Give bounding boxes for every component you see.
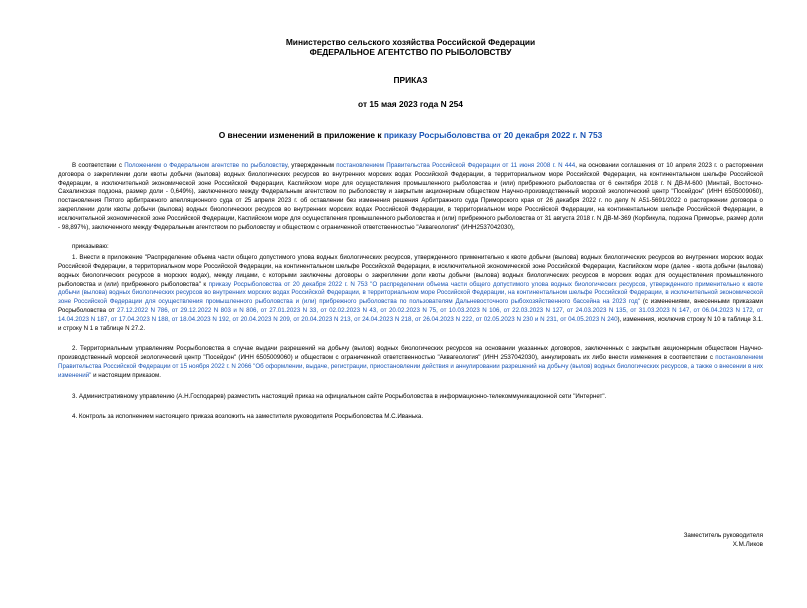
- preamble-paragraph: [58, 162, 763, 232]
- item2-text-2: и настоящим приказом.: [91, 371, 161, 379]
- subject-order-link[interactable]: приказу Росрыболовства от 20 декабря 2022 г. N 753: [383, 130, 603, 140]
- order-753-link[interactable]: приказу Росрыболовства от 20 декабря 2022 г. N 753 "О распределении объема части общего допустимого улова водных биологических ресурсов, утвержденного применительно к квоте добычи (вылова) водных биологических ресурсов во внутренних морских водах Российской Федерации, в территориальном море Российской Федерации, на континентальном шельфе Российской Федерации, в исключительной экономической зоне Российской Федерации для осуществления промышленного рыболовства и (или) прибрежного рыболовства по пользователям Дальневосточного рыбохозяйственного бассейна на 2023 год": [58, 280, 763, 306]
- item1-text-1: 1. Внести в приложение "Распределение объема части общего допустимого улова водных биологических ресурсов, утвержденного применительно к квоте добычи (вылова) водных биологических ресурсов во внутренних морских водах Российской Федерации, в территориальном море Российской Федерации, на континентальном шельфе Российской Федерации, в исключительной экономической зоне Российской Федерации, Каспийском море (далее - квота добычи (вылова) водных биологических ресурсов в морских водах), между лицами, с которыми заключены договоры о закреплении доли квоты добычи (вылова) водных биологических ресурсов в морских водах для осуществления промышленного рыболовства и (или) прибрежного рыболовства" к: [58, 254, 763, 288]
- document-subject: [58, 130, 763, 140]
- order-item-4: 4. Контроль за исполнением настоящего приказа возложить на заместителя руководителя Росрыболовства М.С.Иванька.: [72, 413, 424, 421]
- document-page: [0, 37, 807, 608]
- government-decree-link[interactable]: постановлением Правительства Российской Федерации от 11 июня 2008 г. N 444: [336, 162, 576, 169]
- item1-text-3: ), изменения, исключив строку N 10 в таблице 3.1. и строку N 1 в таблице N 27.2.: [58, 315, 763, 332]
- preamble-text-2: , утвержденным: [287, 162, 337, 169]
- preamble-text-3: , на основании соглашения от 10 апреля 2023 г. о расторжении договора о закреплении доли квоты добычи (вылова) водных биологических ресурсов во внутренних морских водах Российской Федерации, в территориальном море Российской Федерации, на континентальном шельфе Российской Федерации, в исключительной экономической зоне Российской Федерации, Каспийском море для осуществления промышленного рыболовства и (или) прибрежного рыболовства от 6 сентября 2018 г. N ДВ-М-600 (Минтай, Восточно-Сахалинская подзона, размер доли - 0,649%), заключенного между Федеральным агентством по рыболовству и закрытым акционерным обществом Научно-производственный морской экологический центр "Посейдон" (ИНН 6505009060), постановления Пятого арбитражного апелляционного суда от 25 апреля 2023 г. об оставлении без изменения решения Арбитражного суда Приморского края от 26 декабря 2022 г. по делу N А51-5691/2022 о расторжении договора о закреплении доли квоты добычи (вылова) водных биологических ресурсов во внутренних морских водах Российской Федерации, в территориальном море Российской Федерации, на континентальном шельфе Российской Федерации, в исключительной экономической зоне Российской Федерации, Каспийском море для осуществления промышленного рыболовства и (или) прибрежного рыболовства от 31 августа 2018 г. N ДВ-М-369 (Корбикула, подзона Приморье, размер доли - 98,897%), заключенного между Федеральным агентством по рыболовству и обществом с ограниченной ответственностью "Аквагеология" (ИНН2537042030),: [58, 162, 763, 231]
- amendments-link[interactable]: 27.12.2022 N 786, от 29.12.2022 N 803 и N 806, от 27.01.2023 N 33, от 02.02.2023 N 43, от 20.02.2023 N 75, от 10.03.2023 N 106, от 22.03.2023 N 127, от 24.03.2023 N 135, от 31.03.2023 N 147, от 06.04.2023 N 172, от 14.04.2023 N 187, от 17.04.2023 N 188, от 18.04.2023 N 192, от 20.04.2023 N 209, от 20.04.2023 N 213, от 24.04.2023 N 218, от 26.04.2023 N 222, от 02.05.2023 N 230 и N 231, от 04.05.2023 N 240: [58, 306, 763, 323]
- item1-text-2: (с изменениями, внесенными приказами Росрыболовства от: [58, 298, 763, 314]
- regulation-link[interactable]: Положением о Федеральном агентстве по рыболовству: [124, 162, 288, 169]
- orders-label: приказываю:: [72, 243, 109, 251]
- ministry-name: Министерство сельского хозяйства Российской Федерации: [285, 37, 536, 47]
- ministry-heading: [58, 37, 763, 57]
- decree-2066-link[interactable]: постановлением Правительства Российской Федерации от 15 ноября 2022 г. N 2066 "Об оформлении, выдаче, регистрации, приостановлении действия и аннулировании разрешений на добычу (вылов) водных биологических ресурсов, а также о внесении в них изменений": [58, 354, 763, 379]
- item2-text-1: 2. Территориальным управлениям Росрыболовства в случае выдачи разрешений на добычу (вылов) водных биологических ресурсов на основании указанных договоров, заключенных с закрытым акционерным обществом Научно-производственный морской экологический центр "Посейдон" (ИНН 6505009060) и обществом с ограниченной ответственностью "Аквагеология" (ИНН 2537042030), аннулировать их либо внести изменения в соответствии с: [58, 345, 763, 362]
- document-type: ПРИКАЗ: [393, 75, 428, 85]
- order-item-1: [58, 254, 763, 333]
- agency-name: ФЕДЕРАЛЬНОЕ АГЕНТСТВО ПО РЫБОЛОВСТВУ: [309, 47, 512, 57]
- signatory-name: Х.М.Ликов: [732, 540, 763, 548]
- order-item-2: [58, 345, 763, 380]
- preamble-text-1: В соответствии с: [72, 162, 125, 169]
- signatory-position: Заместитель руководителя: [683, 532, 763, 539]
- signature-block: [684, 532, 763, 550]
- document-date-number: от 15 мая 2023 года N 254: [358, 99, 463, 109]
- order-item-3: 3. Административному управлению (А.Н.Господарев) разместить настоящий приказ на официальном сайте Росрыболовства в информационно-телекоммуникационной сети "Интернет".: [72, 392, 607, 400]
- subject-text: О внесении изменений в приложение к: [218, 130, 384, 140]
